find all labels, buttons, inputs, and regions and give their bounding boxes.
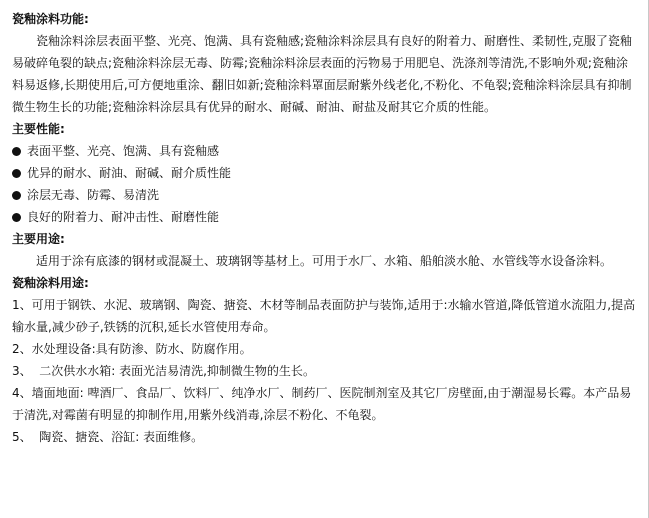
bullet-icon xyxy=(12,169,21,178)
property-text: 优异的耐水、耐油、耐碱、耐介质性能 xyxy=(27,166,232,180)
properties-heading: 主要性能: xyxy=(12,122,65,136)
functions-paragraph: 瓷釉涂料涂层表面平整、光亮、饱满、具有瓷釉感;瓷釉涂料涂层具有良好的附着力、耐磨性、柔韧性,克服了瓷釉易破碎龟裂的缺点;瓷釉涂料涂层无毒、防霉;瓷釉涂料涂层表面的污物易于用肥皂、洗涤剂等清洗,不影响外观;瓷釉涂料易返修,长期使用后,可方便地重涂、翻旧如新;瓷釉涂料罩面层耐紫外线老化,不粉化、不龟裂;瓷釉涂料涂层具有抑制微生物生长的功能;瓷釉涂料涂层具有优异的耐水、耐碱、耐油、耐盐及耐其它介质的性能。 xyxy=(12,34,632,114)
bullet-icon xyxy=(12,213,21,222)
property-text: 良好的附着力、耐冲击性、耐磨性能 xyxy=(27,210,220,224)
bullet-icon xyxy=(12,147,21,156)
property-item xyxy=(12,184,639,206)
uses-paragraph: 适用于涂有底漆的钢材或混凝土、玻璃钢等基材上。可用于水厂、水箱、船舶淡水舱、水管线等水设备涂料。 xyxy=(36,254,613,268)
property-item xyxy=(12,140,639,162)
applications-heading: 瓷釉涂料用途: xyxy=(12,276,89,290)
application-item: 1、可用于钢铁、水泥、玻璃钢、陶瓷、搪瓷、木材等制品表面防护与装饰,适用于:水输水管道,降低管道水流阻力,提高输水量,减少砂子,铁锈的沉积,延长水管使用寿命。 xyxy=(12,298,636,334)
property-text: 涂层无毒、防霉、易清洗 xyxy=(27,188,160,202)
application-item: 4、墙面地面: 啤酒厂、食品厂、饮料厂、纯净水厂、制药厂、医院制剂室及其它厂房壁面,由于潮湿易长霉。本产品易于清洗,对霉菌有明显的抑制作用,用紫外线消毒,涂层不粉化、不龟裂。 xyxy=(12,386,632,422)
application-item: 3、 二次供水水箱: 表面光洁易清洗,抑制微生物的生长。 xyxy=(12,364,315,378)
functions-heading: 瓷釉涂料功能: xyxy=(12,12,89,26)
property-text: 表面平整、光亮、饱满、具有瓷釉感 xyxy=(27,144,220,158)
application-item: 5、 陶瓷、搪瓷、浴缸: 表面维修。 xyxy=(12,430,204,444)
application-item: 2、水处理设备:具有防渗、防水、防腐作用。 xyxy=(12,342,252,356)
uses-heading: 主要用途: xyxy=(12,232,65,246)
property-item xyxy=(12,206,639,228)
bullet-icon xyxy=(12,191,21,200)
property-item xyxy=(12,162,639,184)
